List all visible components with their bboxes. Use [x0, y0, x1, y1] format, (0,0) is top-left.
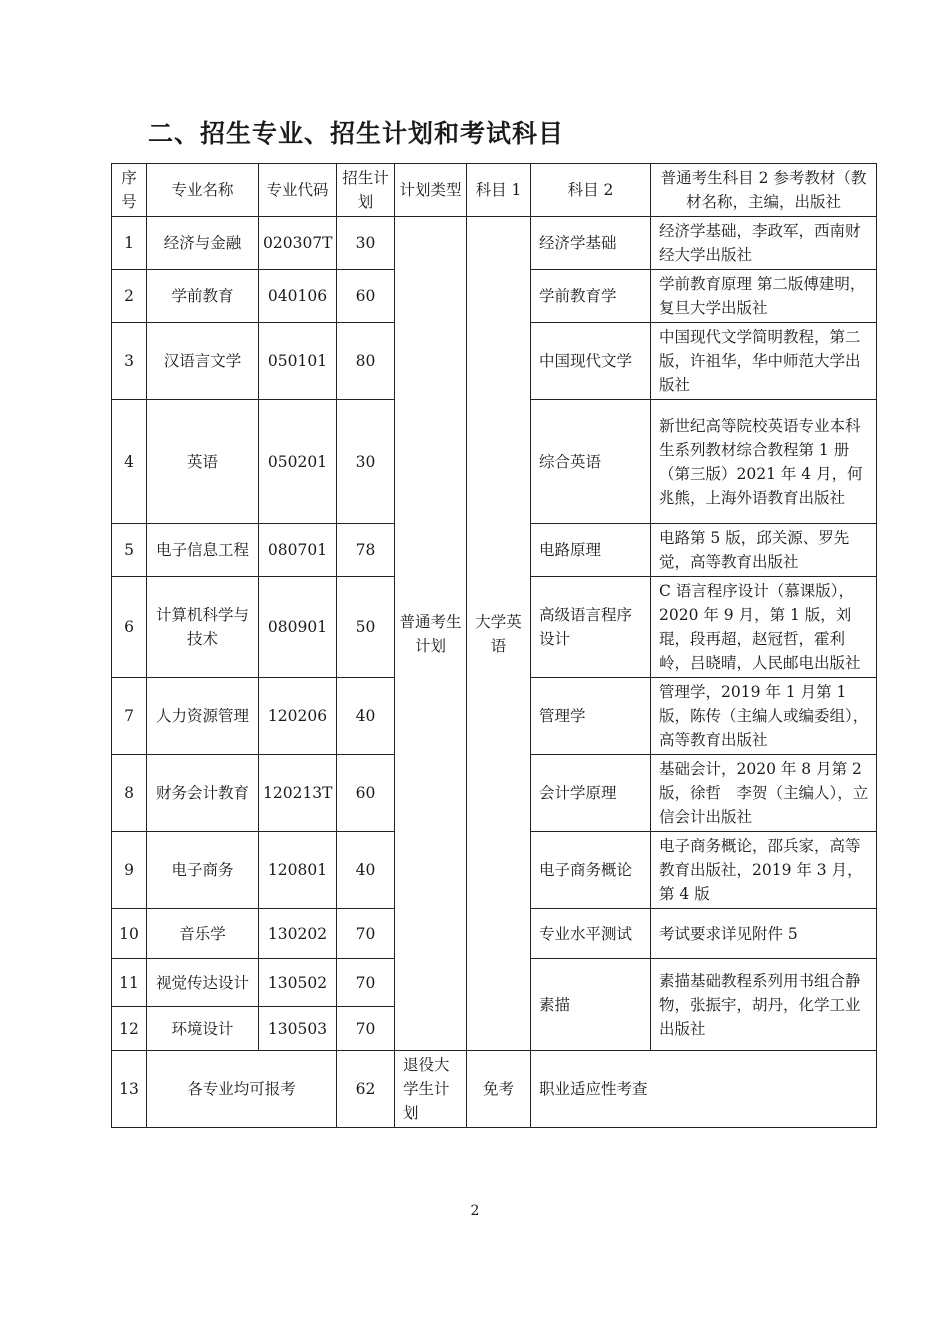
subject2-cell: 高级语言程序设计	[531, 577, 651, 678]
seq-cell: 3	[112, 323, 147, 400]
major-cell: 经济与金融	[147, 217, 259, 270]
plan-cell: 78	[337, 524, 395, 577]
major-cell: 财务会计教育	[147, 755, 259, 832]
major-cell: 计算机科学与技术	[147, 577, 259, 678]
seq-cell: 8	[112, 755, 147, 832]
seq-cell: 5	[112, 524, 147, 577]
code-cell: 120801	[259, 832, 337, 909]
book-cell: C 语言程序设计（慕课版），2020 年 9 月，第 1 版，刘琨，段再超，赵冠哲，霍利岭，吕晓晴，人民邮电出版社	[651, 577, 877, 678]
book-cell: 电子商务概论，邵兵家，高等教育出版社，2019 年 3 月，第 4 版	[651, 832, 877, 909]
plan-cell: 70	[337, 909, 395, 959]
header-code: 专业代码	[259, 164, 337, 217]
book-cell: 中国现代文学简明教程，第二版，许祖华，华中师范大学出版社	[651, 323, 877, 400]
table-row	[112, 1051, 877, 1128]
plan-cell: 60	[337, 270, 395, 323]
book-cell: 考试要求详见附件 5	[651, 909, 877, 959]
plan-cell: 30	[337, 400, 395, 524]
code-cell: 120213T	[259, 755, 337, 832]
code-cell: 120206	[259, 678, 337, 755]
major-cell: 汉语言文学	[147, 323, 259, 400]
header-subject1: 科目 1	[467, 164, 531, 217]
subject2-cell: 综合英语	[531, 400, 651, 524]
code-cell: 130502	[259, 959, 337, 1007]
page-number: 2	[470, 1203, 480, 1219]
major-cell: 英语	[147, 400, 259, 524]
seq-cell: 11	[112, 959, 147, 1007]
section-title: 二、招生专业、招生计划和考试科目	[148, 119, 565, 148]
plan-cell: 80	[337, 323, 395, 400]
code-cell: 080901	[259, 577, 337, 678]
plan-cell: 60	[337, 755, 395, 832]
book-cell: 学前教育原理 第二版傅建明，复旦大学出版社	[651, 270, 877, 323]
subject1-cell: 大学英语	[467, 217, 531, 1051]
subject2-cell: 中国现代文学	[531, 323, 651, 400]
code-cell: 050201	[259, 400, 337, 524]
plan-cell: 50	[337, 577, 395, 678]
seq-cell: 12	[112, 1007, 147, 1051]
book-cell: 新世纪高等院校英语专业本科生系列教材综合教程第 1 册（第三版）2021 年 4 月，何兆熊，上海外语教育出版社	[651, 400, 877, 524]
seq-cell: 4	[112, 400, 147, 524]
major-cell: 音乐学	[147, 909, 259, 959]
code-cell: 130202	[259, 909, 337, 959]
code-cell: 130503	[259, 1007, 337, 1051]
major-cell: 电子商务	[147, 832, 259, 909]
header-major: 专业名称	[147, 164, 259, 217]
plan-cell: 40	[337, 678, 395, 755]
code-cell: 050101	[259, 323, 337, 400]
major-cell: 电子信息工程	[147, 524, 259, 577]
subject2-cell: 管理学	[531, 678, 651, 755]
plan-cell: 70	[337, 1007, 395, 1051]
major-cell: 学前教育	[147, 270, 259, 323]
subject2-cell: 专业水平测试	[531, 909, 651, 959]
seq-cell: 13	[112, 1051, 147, 1128]
header-type: 计划类型	[395, 164, 467, 217]
subject2-cell: 经济学基础	[531, 217, 651, 270]
plan-cell: 70	[337, 959, 395, 1007]
subject2-cell: 素描	[531, 959, 651, 1051]
major-cell: 环境设计	[147, 1007, 259, 1051]
subject2-cell: 电路原理	[531, 524, 651, 577]
plan-cell: 30	[337, 217, 395, 270]
table-row	[112, 217, 877, 270]
seq-cell: 7	[112, 678, 147, 755]
plan-cell: 40	[337, 832, 395, 909]
header-row	[112, 164, 877, 217]
subject2-cell: 会计学原理	[531, 755, 651, 832]
major-cell: 人力资源管理	[147, 678, 259, 755]
type-cell: 普通考生计划	[395, 217, 467, 1051]
header-subject2: 科目 2	[531, 164, 651, 217]
enrollment-table	[111, 163, 877, 1128]
book-cell: 管理学，2019 年 1 月第 1 版，陈传（主编人或编委组），高等教育出版社	[651, 678, 877, 755]
plan-cell: 62	[337, 1051, 395, 1128]
header-plan: 招生计划	[337, 164, 395, 217]
book-cell: 经济学基础，李政军，西南财经大学出版社	[651, 217, 877, 270]
code-cell: 040106	[259, 270, 337, 323]
code-cell: 020307T	[259, 217, 337, 270]
subject2-cell: 职业适应性考查	[531, 1051, 877, 1128]
major-cell: 视觉传达设计	[147, 959, 259, 1007]
book-cell: 基础会计，2020 年 8 月第 2 版，徐哲 李贺（主编人），立信会计出版社	[651, 755, 877, 832]
subject2-cell: 学前教育学	[531, 270, 651, 323]
code-cell: 080701	[259, 524, 337, 577]
seq-cell: 6	[112, 577, 147, 678]
book-cell: 电路第 5 版，邱关源、罗先觉，高等教育出版社	[651, 524, 877, 577]
seq-cell: 2	[112, 270, 147, 323]
subject2-cell: 电子商务概论	[531, 832, 651, 909]
type-cell: 退役大学生计划	[395, 1051, 467, 1128]
header-book: 普通考生科目 2 参考教材（教材名称，主编，出版社	[651, 164, 877, 217]
major-cell: 各专业均可报考	[147, 1051, 337, 1128]
seq-cell: 1	[112, 217, 147, 270]
book-cell: 素描基础教程系列用书组合静物，张振宇，胡丹，化学工业出版社	[651, 959, 877, 1051]
seq-cell: 9	[112, 832, 147, 909]
seq-cell: 10	[112, 909, 147, 959]
header-seq: 序号	[112, 164, 147, 217]
subject1-cell: 免考	[467, 1051, 531, 1128]
